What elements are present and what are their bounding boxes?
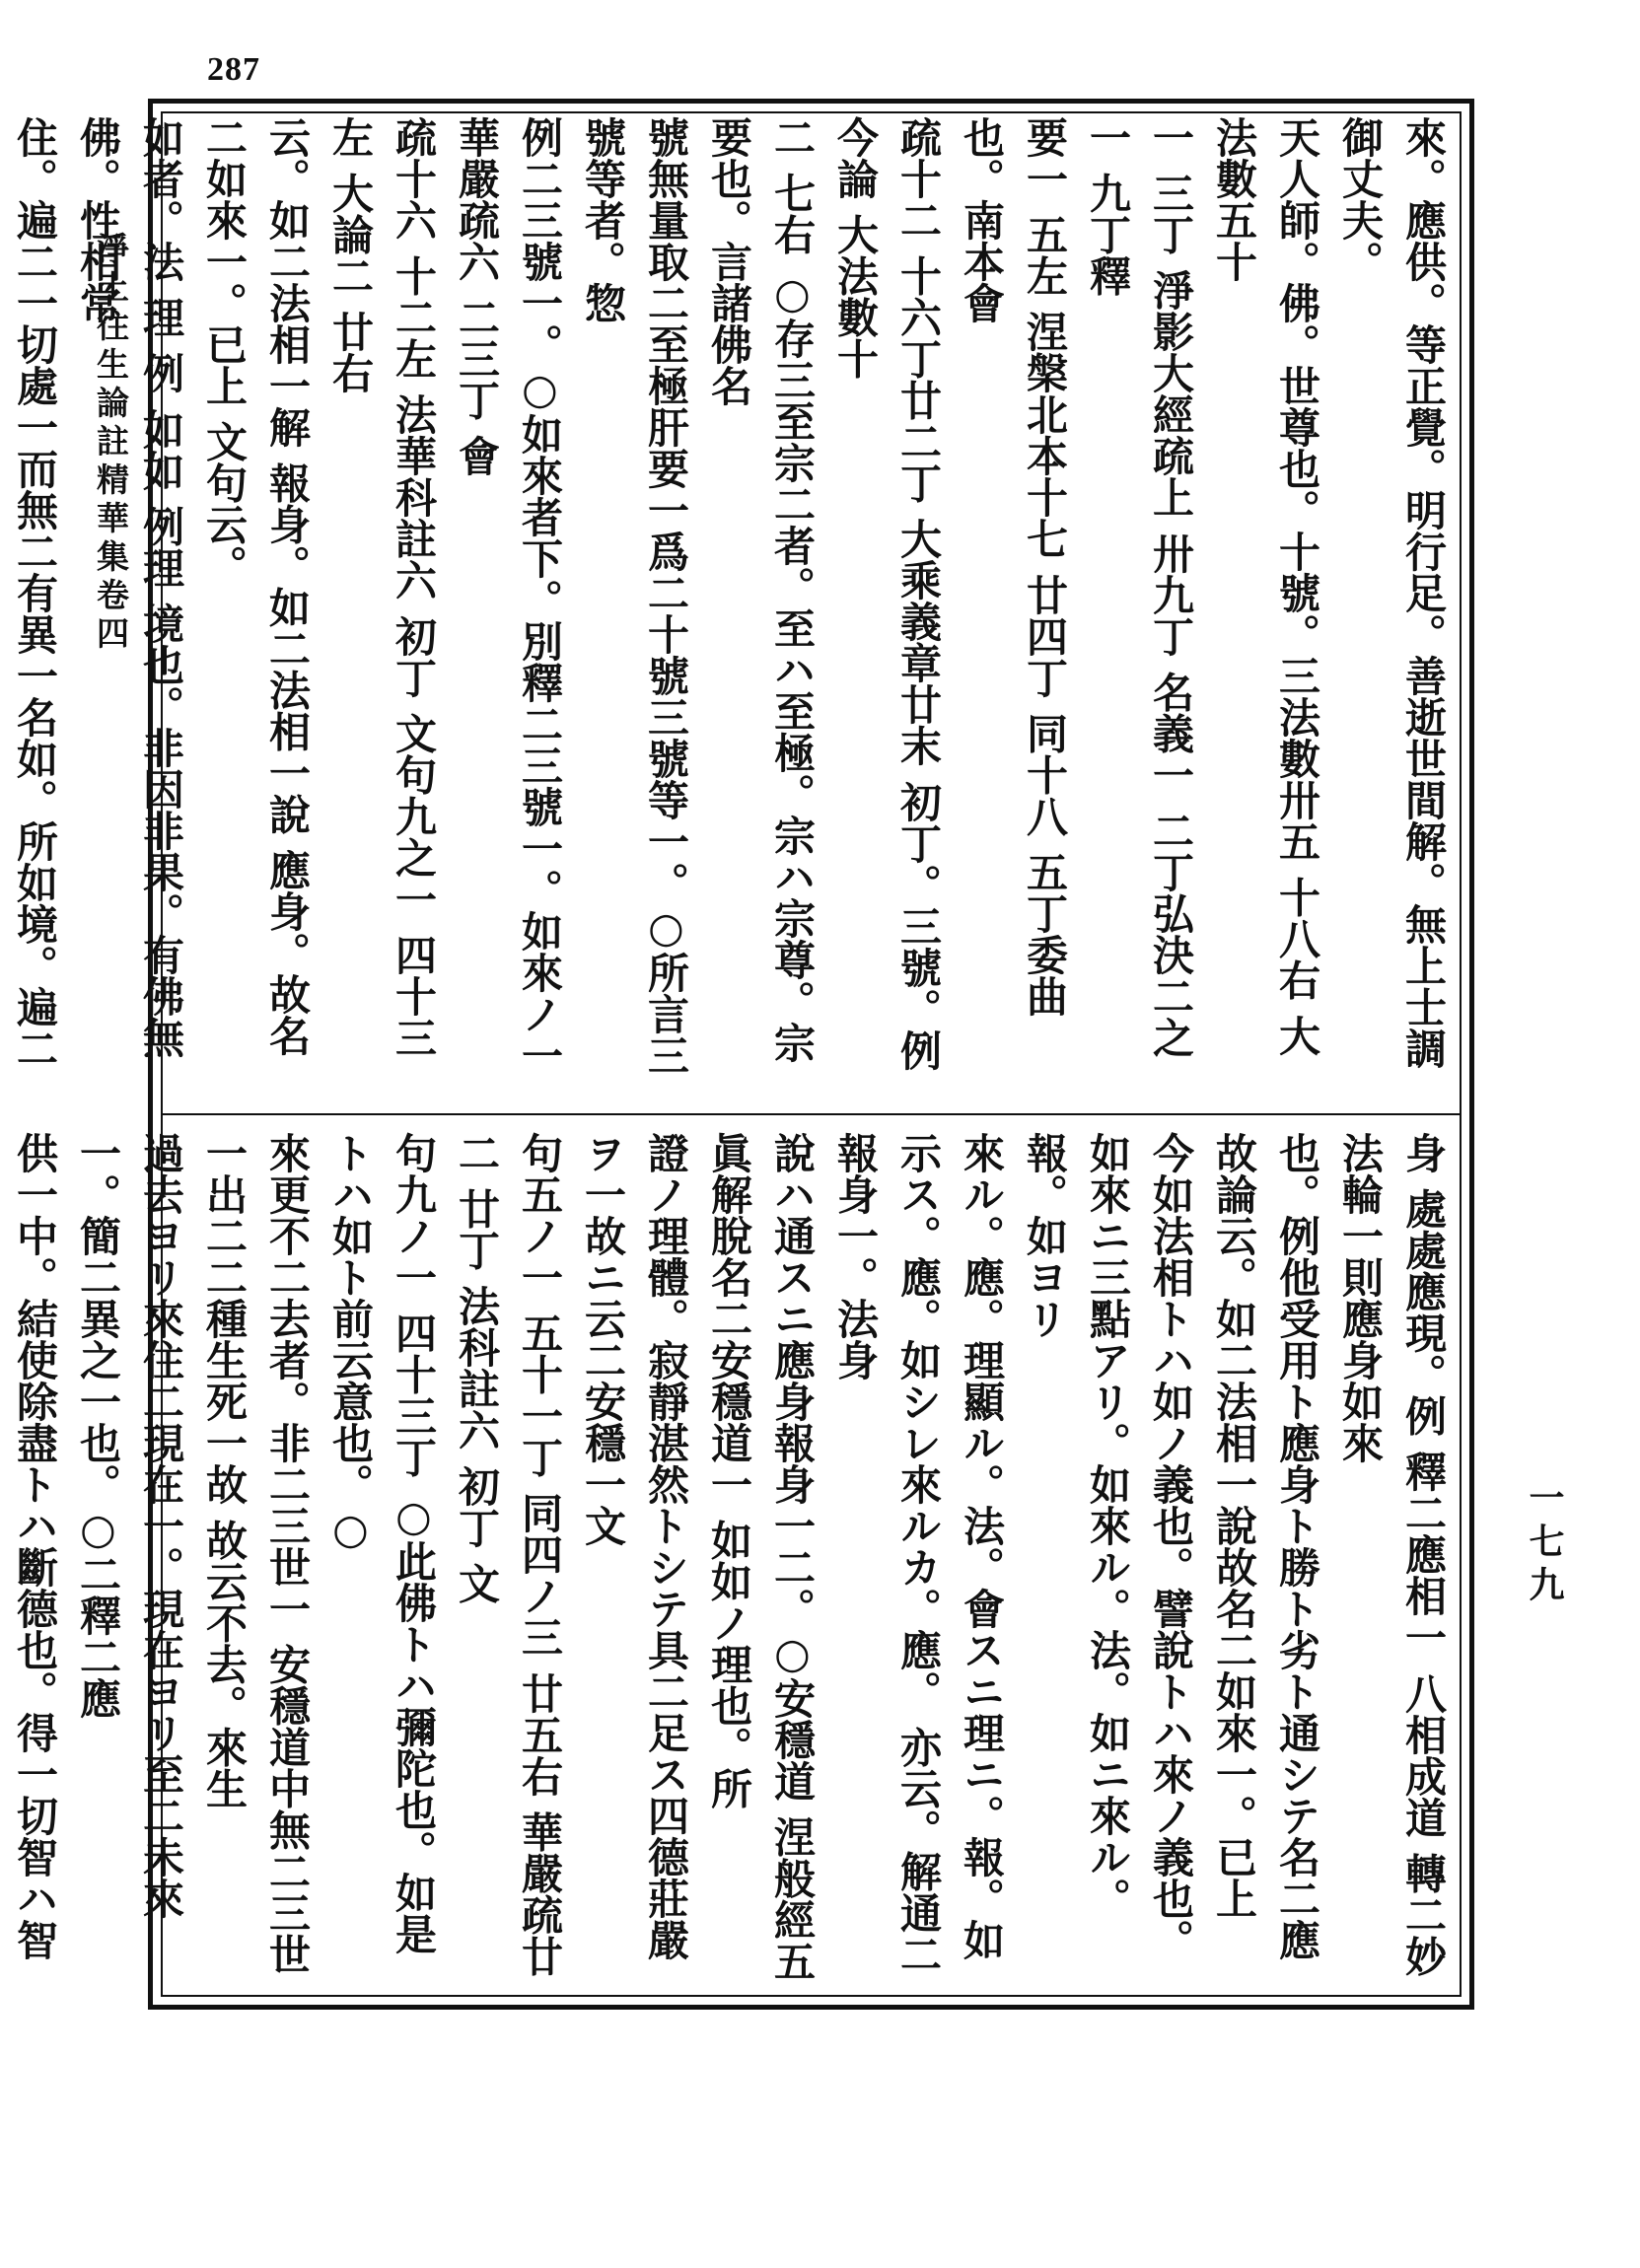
text-column: 住。遍二一切處一而無二有異一名如。所如境。遍二 xyxy=(11,116,59,1069)
text-column: 供一中。結使除盡トハ斷德也。得一切智ハ智 xyxy=(11,1132,59,1960)
text-column: 身 處處應現。例 釋二應相一 八相成道 轉二妙法輪一則應身如來 xyxy=(1336,1132,1448,1977)
text-column: 號無量取二至極肝要一爲二十號三號等一。○所言三號等者。惣 xyxy=(579,116,690,1076)
text-column: 如者。法 理 例 如如 例理 境也。非因非果。有佛無佛。性相常 xyxy=(74,116,185,1059)
running-title: 淨土往生論註精華集卷四 xyxy=(92,232,130,655)
page-number: 287 xyxy=(207,51,260,88)
text-column: 疏十六 十二左 法華科註六 初丁 文句九之一 四十三左 大論二 廿右 xyxy=(326,116,438,1059)
text-column: 云。如二法相一解 報身。如二法相一說 應身。故名二如來一。已上 文句云。 xyxy=(200,116,312,1057)
text-column: 一 三丁 淨影大經疏上 卅九丁 名義一 二丁弘決二之一 九丁釋 xyxy=(1084,116,1195,1059)
text-column: 也。例他受用ト應身ト勝ト劣ト通シテ名二應 故論云。如二法相一說故名二如來一。已上 xyxy=(1210,1132,1321,1960)
text-column: 例二三號一。○如來者下。別釋二三號一。如來ノ一華嚴疏六 二三丁 會 xyxy=(453,116,564,1076)
text-column: 要一 五左 涅槃北本十七 廿四丁 同十八 五丁委曲也。南本會 xyxy=(958,116,1069,1018)
text-column: 來ル。應。理顯ル。法。會スニ理ニ。報。如示ス。應。如シレ來ルカ。應。 亦云。解通二報身一。法身 xyxy=(831,1132,1006,1975)
text-column: 句九ノ一 四十三丁 ○此佛トハ彌陀也。如是トハ如ト前云意也。○ xyxy=(326,1132,438,1955)
text-column: 說ハ通スニ應身報身一二。○安穩道 涅般經五眞解脫名二安穩道一 如如ノ理也。所 xyxy=(705,1132,817,1982)
text-column: 今如法相トハ如ノ義也。譬說トハ來ノ義也。如來ニ三點アリ。如來ル。法。如ニ來ル。報。如ヨリ xyxy=(1021,1132,1195,1960)
bottom-text-block xyxy=(11,1132,1455,1990)
text-column: 過去ヨリ來住二現在一。現在ヨリ至二未來一。簡二異之一也。○二釋二應 xyxy=(74,1132,185,1919)
section-divider xyxy=(161,1113,1462,1115)
text-column: 證ノ理體。寂靜湛然トシテ具二足ス四德莊嚴ヲ一故ニ云二安穩一文 xyxy=(579,1132,690,1960)
text-column: 二 七右 ○存三至宗二者。至ハ至極。宗ハ宗尊。宗要也。言諸佛名 xyxy=(705,116,817,1064)
text-column: 疏十二 十六丁廿二丁 大乘義章廿末 初丁。三號。例今論 大法數十 xyxy=(831,116,943,1071)
folio-number: 一七九 xyxy=(1524,1479,1565,1609)
text-column: 來更不二去者。非二三世一 安穩道中無二三世一出二二種生死一故 故云不去。來生 xyxy=(200,1132,312,1975)
text-column: 句五ノ一 五十一丁 同四ノ三 廿五右 華嚴疏廿二 廿丁 法科註六 初丁 文 xyxy=(453,1132,564,1977)
text-column: 來。應供。等正覺。明行足。善逝世間解。無上士調御丈夫。 xyxy=(1336,116,1448,1069)
text-column: 天人師。佛。世尊也。十號。三法數卅五 十八右 大法數五十 xyxy=(1210,116,1321,1057)
